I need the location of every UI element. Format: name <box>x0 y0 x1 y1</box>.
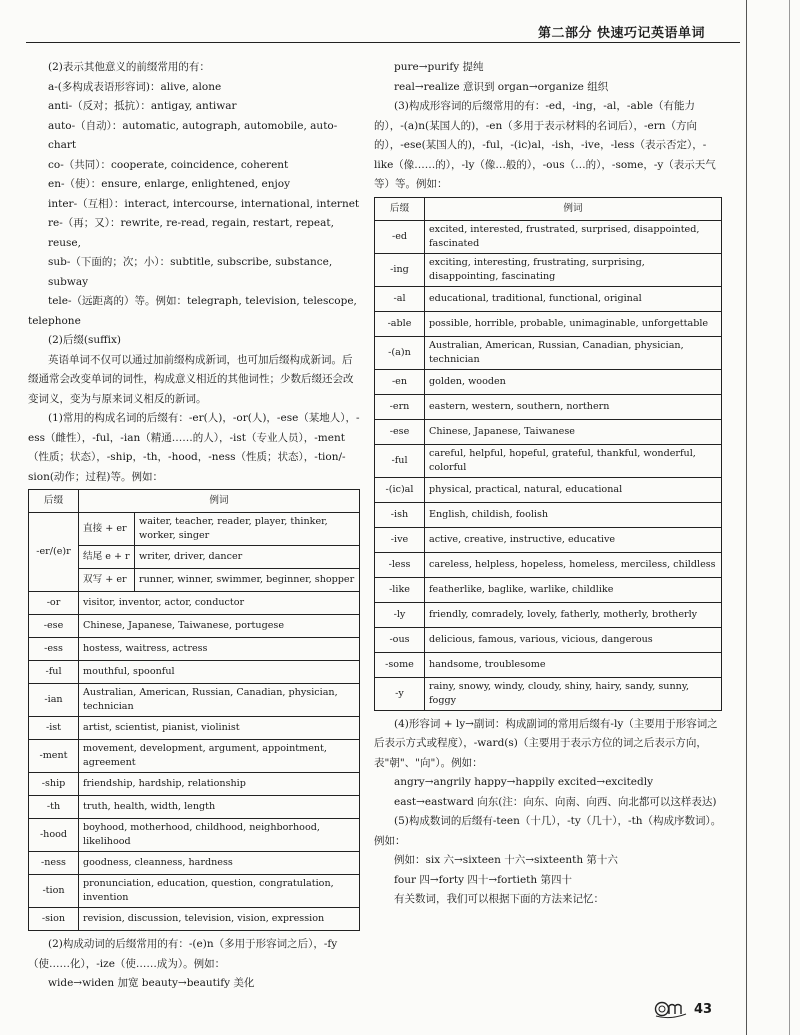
examples-cell: excited, interested, frustrated, surprised, disappointed, fascinated <box>425 220 722 253</box>
header-examples: 例词 <box>79 490 360 513</box>
examples-cell: writer, driver, dancer <box>135 546 360 569</box>
verb-suffix-intro: (2)构成动词的后缀常用的有：-(e)n（多用于形容词之后），-fy（使……化），-ize（使……成为）。例如： <box>28 938 338 970</box>
subrule-cell: 结尾 e + r <box>79 546 135 569</box>
prefix-heading: (2)表示其他意义的前缀常用的有： <box>48 61 210 73</box>
page-edge-line <box>746 0 747 1035</box>
examples-cell: truth, health, width, length <box>79 796 360 819</box>
header-suffix: 后缀 <box>29 490 79 513</box>
examples-cell: delicious, famous, various, vicious, dangerous <box>425 627 722 652</box>
table-row <box>29 875 360 908</box>
table-row <box>375 336 722 369</box>
examples-cell: artist, scientist, pianist, violinist <box>79 717 360 740</box>
table-header-row <box>375 197 722 220</box>
table-row <box>29 796 360 819</box>
table-row <box>29 592 360 615</box>
table-row <box>29 717 360 740</box>
prefix-item: inter-（互相）：interact, intercourse, international, internet <box>48 197 360 210</box>
suffix-cell: -er/(e)r <box>29 513 79 592</box>
prefix-item: a-(多构成表语形容词)：alive, alone <box>48 80 222 93</box>
suffix-cell: -ese <box>375 419 425 444</box>
examples-cell: revision, discussion, television, vision, expression <box>79 908 360 931</box>
table-row <box>29 819 360 852</box>
left-column <box>28 58 360 994</box>
examples-cell: movement, development, argument, appointment, agreement <box>79 740 360 773</box>
examples-cell: visitor, inventor, actor, conductor <box>79 592 360 615</box>
page-number <box>654 996 734 1022</box>
examples-cell: handsome, troublesome <box>425 652 722 677</box>
running-head-title: 第二部分 快速巧记英语单词 <box>537 26 705 41</box>
prefix-item: en-（使）：ensure, enlarge, enlightened, enjoy <box>48 178 291 190</box>
adv-suffix-intro: (4)形容词 + ly→副词：构成副词的常用后缀有-ly（主要用于形容词之后表示方式或程度），-ward(s)（主要用于表示方位的词之后表示方向，表"朝"、"向"）。例如： <box>374 717 718 769</box>
suffix-cell: -ous <box>375 627 425 652</box>
suffix-cell: -ess <box>29 638 79 661</box>
suffix-cell: -ful <box>375 444 425 477</box>
prefix-item: co-（共同）：cooperate, coincidence, coherent <box>48 158 289 171</box>
examples-cell: golden, wooden <box>425 369 722 394</box>
examples-cell: Chinese, Japanese, Taiwanese <box>425 419 722 444</box>
prefix-item: sub-（下面的；次；小）：subtitle, subscribe, substance, subway <box>48 256 333 288</box>
suffix-cell: -like <box>375 577 425 602</box>
table-row <box>29 546 360 569</box>
right-column <box>374 58 722 910</box>
suffix-cell: -less <box>375 552 425 577</box>
suffix-cell: -or <box>29 592 79 615</box>
adv-example-2: east→eastward 向东(注：向东、向南、向西、向北都可以这样表达) <box>394 795 717 808</box>
header-examples: 例词 <box>425 197 722 220</box>
adj-suffix-table <box>374 197 722 711</box>
header-rule <box>26 42 740 43</box>
suffix-cell: -ese <box>29 615 79 638</box>
examples-cell: boyhood, motherhood, childhood, neighborhood, likelihood <box>79 819 360 852</box>
table-row <box>29 908 360 931</box>
suffix-cell: -ing <box>375 253 425 286</box>
suffix-cell: -able <box>375 311 425 336</box>
table-row <box>375 444 722 477</box>
suffix-cell: -tion <box>29 875 79 908</box>
suffix-heading: (2)后缀(suffix) <box>48 334 121 346</box>
suffix-cell: -(ic)al <box>375 477 425 502</box>
prefix-item: re-（再；又）：rewrite, re-read, regain, restart, repeat, reuse, <box>48 217 334 249</box>
examples-cell: careless, helpless, hopeless, homeless, merciless, childless <box>425 552 722 577</box>
num-example-1: 例如：six 六→sixteen 十六→sixteenth 第十六 <box>394 854 618 866</box>
examples-cell: goodness, cleanness, hardness <box>79 852 360 875</box>
examples-cell: pronunciation, education, question, congratulation, invention <box>79 875 360 908</box>
suffix-cell: -ist <box>29 717 79 740</box>
table-header-row <box>29 490 360 513</box>
table-row <box>375 394 722 419</box>
verb-example-line: real→realize 意识到 organ→organize 组织 <box>394 80 609 93</box>
examples-cell: Australian, American, Russian, Canadian, physician, technician <box>425 336 722 369</box>
table-row <box>375 602 722 627</box>
examples-cell: educational, traditional, functional, original <box>425 286 722 311</box>
suffix-cell: -ern <box>375 394 425 419</box>
suffix-cell: -hood <box>29 819 79 852</box>
suffix-cell: -ment <box>29 740 79 773</box>
suffix-cell: -sion <box>29 908 79 931</box>
table-row <box>375 419 722 444</box>
examples-cell: Chinese, Japanese, Taiwanese, portugese <box>79 615 360 638</box>
table-row <box>375 311 722 336</box>
table-row <box>29 615 360 638</box>
table-row <box>375 502 722 527</box>
suffix-cell: -some <box>375 652 425 677</box>
suffix-cell: -th <box>29 796 79 819</box>
page-ornament-icon <box>654 999 690 1019</box>
adv-example-1: angry→angrily happy→happily excited→excitedly <box>394 776 654 788</box>
prefix-list <box>28 78 360 312</box>
examples-cell: eastern, western, southern, northern <box>425 394 722 419</box>
suffix-cell: -ish <box>375 502 425 527</box>
table-row <box>375 577 722 602</box>
subrule-cell: 双写 + er <box>79 569 135 592</box>
table-row <box>29 773 360 796</box>
suffix-cell: -ly <box>375 602 425 627</box>
suffix-cell: -ness <box>29 852 79 875</box>
examples-cell: runner, winner, swimmer, beginner, shopper <box>135 569 360 592</box>
table-row <box>29 569 360 592</box>
examples-cell: English, childish, foolish <box>425 502 722 527</box>
verb-example-line: pure→purify 提纯 <box>394 61 484 73</box>
table-row <box>375 527 722 552</box>
num-suffix-intro: (5)构成数词的后缀有-teen（十几），-ty（几十），-th（构成序数词）。例如： <box>374 815 722 847</box>
table-row <box>29 513 360 546</box>
suffix-cell: -al <box>375 286 425 311</box>
prefix-item: auto-（自动）：automatic, autograph, automobile, auto-chart <box>48 119 338 151</box>
examples-cell: careful, helpful, hopeful, grateful, thankful, wonderful, colorful <box>425 444 722 477</box>
examples-cell: active, creative, instructive, educative <box>425 527 722 552</box>
table-row <box>375 220 722 253</box>
examples-cell: featherlike, baglike, warlike, childlike <box>425 577 722 602</box>
prefix-item: anti-（反对；抵抗）：antigay, antiwar <box>48 100 237 112</box>
examples-cell: waiter, teacher, reader, player, thinker, worker, singer <box>135 513 360 546</box>
noun-suffix-intro: (1)常用的构成名词的后缀有：-er(人)，-or(人)，-ese（某地人），-ess（雌性），-ful，-ian（精通……的人），-ist（专业人员），-ment（性质；状态），-ship，-th，-hood，-ness（性质；状态），-tion/-sion(动作；过程)等。例如： <box>28 412 360 483</box>
examples-cell: Australian, American, Russian, Canadian, physician, technician <box>79 684 360 717</box>
table-row <box>375 369 722 394</box>
table-row <box>375 677 722 710</box>
adj-suffix-intro: (3)构成形容词的后缀常用的有：-ed，-ing，-al，-able（有能力的），-(a)n(某国人的)，-en（多用于表示材料的名词后），-ern（方向的），-ese(某国人的)，-ful，-(ic)al，-ish，-ive，-less（表示否定），-like（像……的），-ly（像…般的），-ous（…的），-some，-y（表示天气等）等。例如： <box>374 100 716 190</box>
table-row <box>375 477 722 502</box>
table-row <box>29 852 360 875</box>
suffix-cell: -(a)n <box>375 336 425 369</box>
examples-cell: hostess, waitress, actress <box>79 638 360 661</box>
suffix-cell: -en <box>375 369 425 394</box>
suffix-intro: 英语单词不仅可以通过加前缀构成新词，也可加后缀构成新词。后缀通常会改变单词的词性，构成意义相近的其他词性；少数后缀还会改变词义，变为与原来词义相反的新词。 <box>28 353 354 405</box>
suffix-cell: -ship <box>29 773 79 796</box>
table-row <box>375 652 722 677</box>
table-row <box>29 740 360 773</box>
header-suffix: 后缀 <box>375 197 425 220</box>
verb-examples: wide→widen 加宽 beauty→beautify 美化 <box>48 977 255 989</box>
examples-cell: mouthful, spoonful <box>79 661 360 684</box>
page-header <box>0 14 800 44</box>
verb-more-examples <box>374 58 722 97</box>
examples-cell: rainy, snowy, windy, cloudy, shiny, hairy, sandy, sunny, foggy <box>425 677 722 710</box>
table-row <box>29 684 360 717</box>
prefix-item: tele-（远距离的）等。例如：telegraph, television, telescope, <box>48 295 357 307</box>
suffix-cell: -ful <box>29 661 79 684</box>
table-row <box>375 286 722 311</box>
prefix-tail: telephone <box>28 314 81 327</box>
examples-cell: exciting, interesting, frustrating, surprising, disappointing, fascinating <box>425 253 722 286</box>
suffix-cell: -ian <box>29 684 79 717</box>
page-edge-line-outer <box>789 0 790 1035</box>
page-number-text: 43 <box>694 1002 713 1017</box>
table-row <box>29 638 360 661</box>
examples-cell: friendship, hardship, relationship <box>79 773 360 796</box>
table-row <box>29 661 360 684</box>
num-example-2: four 四→forty 四十→fortieth 第四十 <box>394 873 572 886</box>
subrule-cell: 直接 + er <box>79 513 135 546</box>
suffix-cell: -ed <box>375 220 425 253</box>
suffix-cell: -ive <box>375 527 425 552</box>
examples-cell: possible, horrible, probable, unimaginable, unforgettable <box>425 311 722 336</box>
table-row <box>375 253 722 286</box>
noun-suffix-table <box>28 489 360 931</box>
table-row <box>375 552 722 577</box>
suffix-cell: -y <box>375 677 425 710</box>
closing-line: 有关数词，我们可以根据下面的方法来记忆： <box>394 893 604 905</box>
table-row <box>375 627 722 652</box>
examples-cell: physical, practical, natural, educational <box>425 477 722 502</box>
examples-cell: friendly, comradely, lovely, fatherly, motherly, brotherly <box>425 602 722 627</box>
